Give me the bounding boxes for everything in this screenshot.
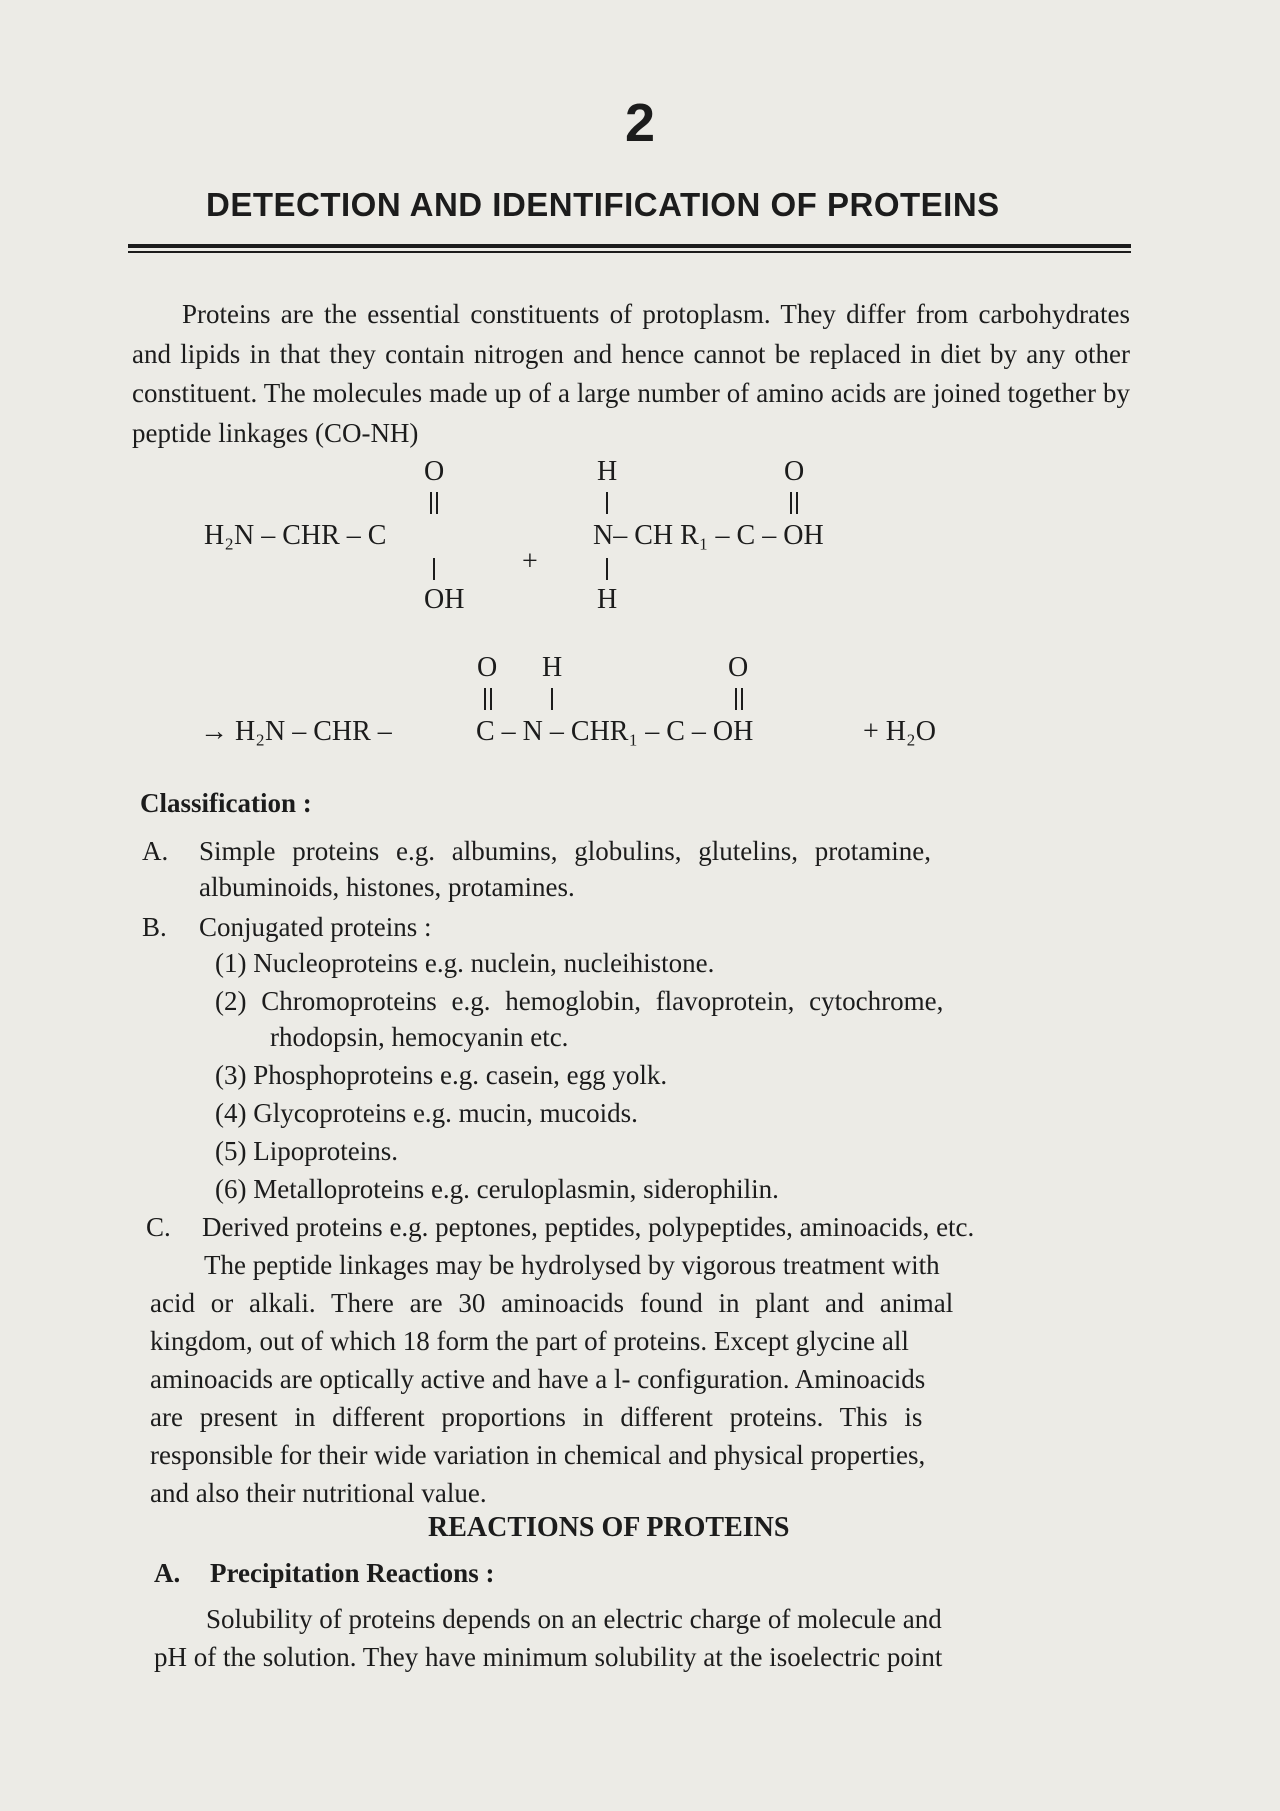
eq2-left: → H₂N – CHR – xyxy=(200,716,392,747)
eq1-double-bond-1 xyxy=(430,492,438,514)
conjugated-item: (3) Phosphoproteins e.g. casein, egg yolk. xyxy=(215,1060,668,1090)
chapter-title: DETECTION AND IDENTIFICATION OF PROTEINS xyxy=(206,186,1000,223)
eq2-double-bond-2 xyxy=(735,688,743,710)
eq1-hydrogen-1: H xyxy=(597,456,618,487)
eq1-oh: OH xyxy=(424,584,465,615)
body-line: aminoacids are optically active and have a l- configuration. Aminoacids xyxy=(150,1364,926,1394)
precip-heading: Precipitation Reactions : xyxy=(210,1558,495,1588)
eq1-plus: + xyxy=(522,546,538,577)
eq2-bond-h xyxy=(551,688,553,710)
class-a-line-2: albuminoids, histones, protamines. xyxy=(199,872,575,902)
precip-line: Solubility of proteins depends on an electric charge of molecule and xyxy=(206,1604,942,1634)
body-line: The peptide linkages may be hydrolysed by vigorous treatment with xyxy=(204,1250,940,1280)
class-a-label: A. xyxy=(142,836,169,866)
conjugated-item: (5) Lipoproteins. xyxy=(215,1136,398,1166)
eq1-right: N– CH R₁ – C – OH xyxy=(593,520,824,551)
body-line: are present in different proportions in different proteins. This is xyxy=(150,1402,923,1432)
class-b-text: Conjugated proteins : xyxy=(199,912,432,942)
reactions-heading: REACTIONS OF PROTEINS xyxy=(428,1512,790,1543)
chapter-number: 2 xyxy=(624,93,656,153)
eq2-oxygen-1: O xyxy=(477,652,498,683)
conjugated-item: (6) Metalloproteins e.g. ceruloplasmin, siderophilin. xyxy=(215,1174,779,1204)
title-rule xyxy=(128,244,1131,248)
conjugated-item: (4) Glycoproteins e.g. mucin, mucoids. xyxy=(215,1098,638,1128)
class-c-label: C. xyxy=(146,1212,171,1242)
body-line: responsible for their wide variation in chemical and physical properties, xyxy=(150,1440,926,1470)
eq1-hydrogen-2: H xyxy=(597,584,618,615)
class-b-label: B. xyxy=(142,912,167,942)
conjugated-item-cont: rhodopsin, hemocyanin etc. xyxy=(270,1022,569,1052)
title-rule-thin xyxy=(128,251,1131,253)
conjugated-item: (2) Chromoproteins e.g. hemoglobin, flavoprotein, cytochrome, xyxy=(215,986,944,1016)
eq1-bond-h1 xyxy=(606,492,608,514)
eq2-double-bond-1 xyxy=(484,688,492,710)
body-line: and also their nutritional value. xyxy=(150,1478,487,1508)
eq2-mid: C – N – CHR₁ – C – OH xyxy=(476,716,754,747)
eq1-double-bond-2 xyxy=(790,492,798,514)
intro-text: Proteins are the essential constituents of protoplasm. They differ from carbohydrates and lipids in that they contain nitrogen and hence cannot be replaced in diet by any other constituent. The molecules made up of a large number of amino acids are joined together by peptide linkages (CO-NH) xyxy=(132,299,1130,448)
precip-label: A. xyxy=(154,1558,181,1588)
precip-line: pH of the solution. They have minimum solubility at the isoelectric point xyxy=(154,1642,943,1672)
conjugated-item: (1) Nucleoproteins e.g. nuclein, nucleihistone. xyxy=(215,948,715,978)
eq2-hydrogen: H xyxy=(542,652,563,683)
class-c-text: Derived proteins e.g. peptones, peptides, polypeptides, aminoacids, etc. xyxy=(202,1212,975,1242)
intro-paragraph xyxy=(132,295,1130,453)
eq1-bond-oh xyxy=(433,558,435,580)
eq1-left: H₂N – CHR – C xyxy=(204,520,387,551)
eq1-oxygen-1: O xyxy=(424,456,445,487)
eq1-oxygen-2: O xyxy=(784,456,805,487)
eq2-oxygen-2: O xyxy=(728,652,749,683)
body-line: acid or alkali. There are 30 aminoacids found in plant and animal xyxy=(150,1288,954,1318)
classification-heading: Classification : xyxy=(140,788,312,818)
body-line: kingdom, out of which 18 form the part of proteins. Except glycine all xyxy=(150,1326,909,1356)
class-a-line-1: Simple proteins e.g. albumins, globulins, glutelins, protamine, xyxy=(199,836,931,866)
eq2-water: + H₂O xyxy=(863,716,936,747)
eq1-bond-h2 xyxy=(606,558,608,580)
